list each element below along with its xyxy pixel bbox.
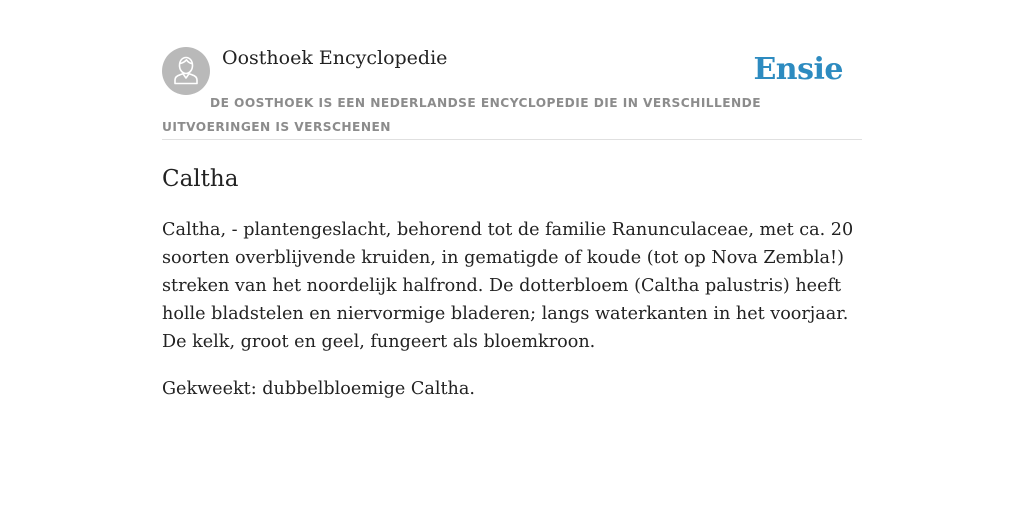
article-paragraph-2: Gekweekt: dubbelbloemige Caltha. (162, 379, 475, 399)
article-title: Caltha (162, 166, 239, 192)
avatar[interactable] (162, 47, 210, 95)
user-silhouette-icon (162, 47, 210, 95)
site-header (162, 46, 862, 140)
brand-logo-link[interactable]: Ensie (753, 52, 843, 87)
page-container (162, 46, 862, 403)
article-paragraph-1: Caltha, - plantengeslacht, behorend tot de familie Ranunculaceae, met ca. 20 soorten overblijvende kruiden, in gematigde of koude (tot op Nova Zembla!) streken van het noordelijk halfrond. De dotterbloem (Caltha palustris) heeft holle bladstelen en niervormige bladeren; langs waterkanten in het voorjaar. De kelk, groot en geel, fungeert als bloemkroon. (162, 220, 854, 352)
site-name-link[interactable]: Oosthoek Encyclopedie (222, 47, 448, 69)
site-tagline: DE OOSTHOEK IS EEN NEDERLANDSE ENCYCLOPEDIE DIE IN VERSCHILLENDE UITVOERINGEN IS VERSCHENEN (162, 96, 761, 134)
